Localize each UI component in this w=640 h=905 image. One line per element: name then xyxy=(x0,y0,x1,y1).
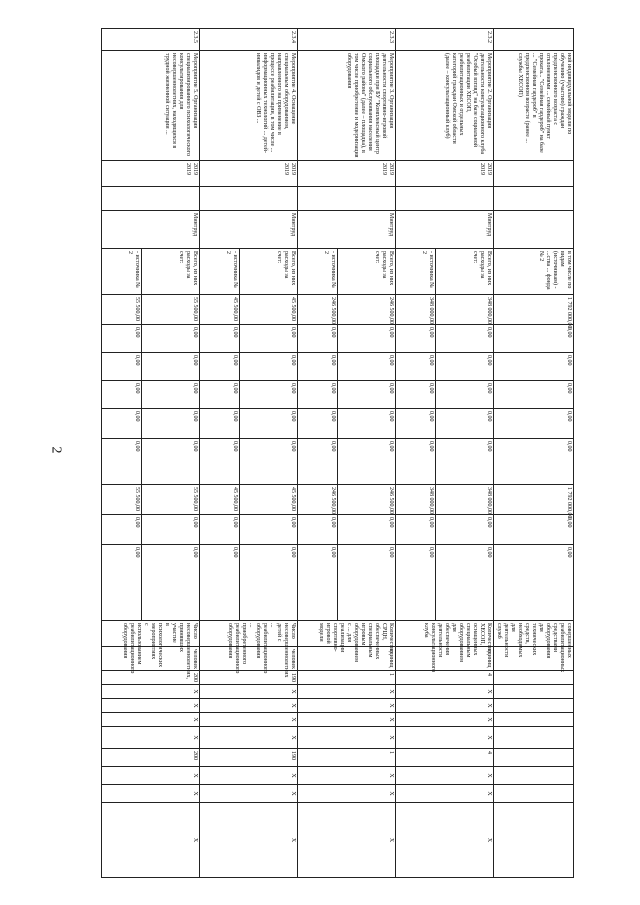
x-mark-cell: X xyxy=(396,785,494,803)
description-cell: Мероприятие 5. Организация специализированного психологического консультирования для несовершеннолетних, находящихся в трудной жизненной ситуации ... xyxy=(102,51,200,161)
x-mark-cell: X xyxy=(102,785,200,803)
amount-cell: 55 500,00 xyxy=(142,485,200,515)
source-cell: Всего, из них расходы за счет: xyxy=(142,249,200,295)
table-row xyxy=(240,29,298,878)
executor-cell: Минтруд xyxy=(396,211,494,249)
amount-cell: 0,00 xyxy=(240,325,298,353)
x-mark-cell: X xyxy=(102,767,200,785)
source-cell: - источника № 2 xyxy=(102,249,142,295)
empty-cell xyxy=(494,749,574,767)
years-cell: 2019 2019 xyxy=(298,161,396,187)
amount-cell: 55 500,00 xyxy=(102,295,142,325)
amount-cell: 0,00 xyxy=(200,515,240,545)
amount-cell: 0,00 xyxy=(102,353,142,381)
amount-cell: 0,00 xyxy=(338,381,396,409)
amount-cell: 55 500,00 xyxy=(102,485,142,515)
source-cell: - источника № 2 xyxy=(298,249,338,295)
amount-cell: 0,00 xyxy=(436,325,494,353)
x-mark-cell: X xyxy=(396,685,494,699)
table-row xyxy=(338,29,396,878)
amount-cell: 0,00 xyxy=(142,439,200,485)
x-mark-cell: X xyxy=(298,699,396,713)
amount-cell: 0,00 xyxy=(298,515,338,545)
amount-cell: 0,00 xyxy=(396,515,436,545)
value-cell: 4 xyxy=(396,749,494,767)
unit-cell: единиц xyxy=(298,647,396,671)
amount-cell: 246 500,00 xyxy=(298,485,338,515)
x-mark-cell: X xyxy=(200,785,298,803)
years-cell xyxy=(396,187,494,211)
years-cell xyxy=(298,187,396,211)
description-cell: Мероприятие 4. Оснащение специальным оборудованием, направленного на применение в процессе реабилитации, в том числе ... информационных технологий ... детей-инвалидов и детей с ОВЗ ... xyxy=(200,51,298,161)
amount-cell: 246 500,00 xyxy=(298,295,338,325)
indicator-cell: совершенных реабилитационных средствами оборудования для технических средств, необходимых для деятельности служб xyxy=(494,621,574,647)
amount-cell: 0,00 xyxy=(436,409,494,439)
num-cell: 2.3.3 xyxy=(298,29,396,51)
amount-cell: 45 500,00 xyxy=(200,295,240,325)
source-cell: Всего, из них расходы за счет: xyxy=(240,249,298,295)
x-mark-cell: X xyxy=(102,803,200,878)
amount-cell: 348 000,00 xyxy=(396,485,436,515)
value-cell: 200 xyxy=(102,749,200,767)
empty-cell xyxy=(494,727,574,749)
amount-cell: 0,00 xyxy=(396,545,436,621)
amount-cell: 0,00 xyxy=(396,381,436,409)
amount-cell: 0,00 xyxy=(436,381,494,409)
value-cell: 1 xyxy=(298,749,396,767)
source-cell: Всего, из них расходы за счет: xyxy=(338,249,396,295)
amount-cell: 1 792 000,00 xyxy=(494,295,574,325)
num-cell xyxy=(494,29,574,51)
amount-cell: 348 000,00 xyxy=(436,485,494,515)
x-mark-cell: X xyxy=(200,767,298,785)
empty-cell xyxy=(494,785,574,803)
amount-cell: 0,00 xyxy=(142,353,200,381)
x-mark-cell: X xyxy=(200,685,298,699)
amount-cell: 45 500,00 xyxy=(200,485,240,515)
amount-cell: 1 792 000,00 xyxy=(494,485,574,515)
years-cell xyxy=(200,187,298,211)
amount-cell: 0,00 xyxy=(298,325,338,353)
empty-cell xyxy=(494,767,574,785)
amount-cell: 0,00 xyxy=(102,515,142,545)
x-mark-cell: X xyxy=(396,803,494,878)
x-mark-cell: X xyxy=(396,727,494,749)
amount-cell: 0,00 xyxy=(494,409,574,439)
amount-cell: 0,00 xyxy=(298,545,338,621)
amount-cell: 0,00 xyxy=(494,545,574,621)
executor-cell xyxy=(494,211,574,249)
unit-cell: единиц xyxy=(396,647,494,671)
amount-cell: 0,00 xyxy=(142,381,200,409)
amount-cell: 0,00 xyxy=(396,409,436,439)
table-row xyxy=(436,29,494,878)
empty-cell xyxy=(494,671,574,685)
amount-cell: 0,00 xyxy=(298,381,338,409)
unit-cell: человек xyxy=(200,647,298,671)
x-mark-cell: X xyxy=(396,767,494,785)
years-cell: 2019 2019 xyxy=(200,161,298,187)
amount-cell: 0,00 xyxy=(102,545,142,621)
empty-cell xyxy=(494,803,574,878)
value-cell: 4 xyxy=(396,671,494,685)
amount-cell: 0,00 xyxy=(240,381,298,409)
years-cell: 2019 2019 xyxy=(396,161,494,187)
amount-cell: 348 000,00 xyxy=(436,295,494,325)
x-mark-cell: X xyxy=(200,727,298,749)
num-cell: 2.3.2 xyxy=(396,29,494,51)
amount-cell: 0,00 xyxy=(396,439,436,485)
x-mark-cell: X xyxy=(200,699,298,713)
amount-cell: 0,00 xyxy=(298,409,338,439)
amount-cell: 0,00 xyxy=(298,439,338,485)
table-row xyxy=(494,29,574,878)
amount-cell: 0,00 xyxy=(142,545,200,621)
indicator-cell: Количество ХЕСОП, оснащенных специальным оборудованием для обеспечения деятельности консультационного клуба xyxy=(396,621,494,647)
years-cell: 2019 2019 xyxy=(102,161,200,187)
amount-cell: 0,00 xyxy=(240,439,298,485)
table-row xyxy=(142,29,200,878)
amount-cell: 55 500,00 xyxy=(142,295,200,325)
x-mark-cell: X xyxy=(102,699,200,713)
amount-cell: 0,00 xyxy=(240,353,298,381)
amount-cell: 0,00 xyxy=(240,409,298,439)
amount-cell: 0,00 xyxy=(436,545,494,621)
x-mark-cell: X xyxy=(298,785,396,803)
page-number: 2 xyxy=(48,446,64,454)
executor-cell: Минтруд xyxy=(298,211,396,249)
amount-cell: 0,00 xyxy=(436,515,494,545)
empty-cell xyxy=(494,713,574,727)
amount-cell: 0,00 xyxy=(200,439,240,485)
amount-cell: 0,00 xyxy=(338,439,396,485)
x-mark-cell: X xyxy=(396,699,494,713)
amount-cell: 0,00 xyxy=(338,515,396,545)
amount-cell: 0,00 xyxy=(200,353,240,381)
description-cell: ной индивидуальной модели по обучению (участию) граждан предпенсионного возраста с отклонениями ... семейный пункт проката... "Семейная гардероб" на базе ... "Семейная гардероб" в предпенсионном возрасте (ранее ... службы ХЕСОП) xyxy=(494,51,574,161)
amount-cell: 0,00 xyxy=(200,409,240,439)
amount-cell: 0,00 xyxy=(436,439,494,485)
amount-cell: 0,00 xyxy=(200,325,240,353)
indicator-cell: Число несовершеннолетних детей с ... реабилитационного оборудования ... приобретенного реабилитационного оборудования xyxy=(200,621,298,647)
x-mark-cell: X xyxy=(298,685,396,699)
amount-cell: 0,00 xyxy=(142,409,200,439)
x-mark-cell: X xyxy=(298,803,396,878)
amount-cell: 0,00 xyxy=(494,439,574,485)
x-mark-cell: X xyxy=(298,713,396,727)
amount-cell: 0,00 xyxy=(102,325,142,353)
program-table xyxy=(101,28,574,878)
x-mark-cell: X xyxy=(102,727,200,749)
executor-cell: Минтруд xyxy=(200,211,298,249)
amount-cell: 0,00 xyxy=(298,353,338,381)
amount-cell: 0,00 xyxy=(200,381,240,409)
amount-cell: 0,00 xyxy=(396,353,436,381)
amount-cell: 0,00 xyxy=(102,439,142,485)
years-cell xyxy=(494,161,574,187)
unit-cell: человек xyxy=(102,647,200,671)
amount-cell: 0,00 xyxy=(494,515,574,545)
source-cell: Всего, из них расходы за счет: xyxy=(436,249,494,295)
amount-cell: 246 500,00 xyxy=(338,485,396,515)
amount-cell: 0,00 xyxy=(338,409,396,439)
amount-cell: 45 500,00 xyxy=(240,485,298,515)
amount-cell: 348 000,00 xyxy=(396,295,436,325)
x-mark-cell: X xyxy=(102,685,200,699)
amount-cell: 0,00 xyxy=(240,545,298,621)
value-cell: 190 xyxy=(200,671,298,685)
x-mark-cell: X xyxy=(298,727,396,749)
executor-cell: Минтруд xyxy=(102,211,200,249)
years-cell xyxy=(102,187,200,211)
amount-cell: 246 500,00 xyxy=(338,295,396,325)
amount-cell: 0,00 xyxy=(436,353,494,381)
description-cell: Мероприятие 3. Организация деятельности спортивно-игровой площадки при БУ "Комплексный центр социального обслуживания населения Омского района" (далее – площадка), в том числе приобретение и модернизация оборудования xyxy=(298,51,396,161)
value-cell: 190 xyxy=(200,749,298,767)
amount-cell: 0,00 xyxy=(200,545,240,621)
description-cell: Мероприятие 2. Организация деятельности консультационного клуба "Особый взгляд" на базе социальной реабилитации ХЕСОП, реабилитационных и отдельных категорий граждан Омской области (далее – консультационный клуб) xyxy=(396,51,494,161)
amount-cell: 0,00 xyxy=(240,515,298,545)
x-mark-cell: X xyxy=(102,713,200,727)
amount-cell: 0,00 xyxy=(102,409,142,439)
amount-cell: 0,00 xyxy=(102,381,142,409)
x-mark-cell: X xyxy=(200,803,298,878)
x-mark-cell: X xyxy=(396,713,494,727)
amount-cell: 0,00 xyxy=(494,381,574,409)
amount-cell: 0,00 xyxy=(338,545,396,621)
amount-cell: 45 500,00 xyxy=(240,295,298,325)
source-cell: - источника № 2 xyxy=(396,249,436,295)
value-cell: 200 xyxy=(102,671,200,685)
x-mark-cell: X xyxy=(298,767,396,785)
empty-cell xyxy=(494,699,574,713)
amount-cell: 0,00 xyxy=(338,325,396,353)
years-cell xyxy=(494,187,574,211)
amount-cell: 0,00 xyxy=(338,353,396,381)
x-mark-cell: X xyxy=(200,713,298,727)
amount-cell: 0,00 xyxy=(142,515,200,545)
num-cell: 2.3.5 xyxy=(102,29,200,51)
indicator-cell: Количество СРЦН, обеспеченных специальным игровым оборудованием с ... для реализации спортивно-игровой модели xyxy=(298,621,396,647)
amount-cell: 0,00 xyxy=(396,325,436,353)
source-cell: - источника № 2 xyxy=(200,249,240,295)
value-cell: 1 xyxy=(298,671,396,685)
empty-cell xyxy=(494,685,574,699)
indicator-cell: Число несовершеннолетних, принявших участие в психологических мероприятиях с использованием реабилитационного оборудования xyxy=(102,621,200,647)
num-cell: 2.3.4 xyxy=(200,29,298,51)
amount-cell: 0,00 xyxy=(494,353,574,381)
amount-cell: 0,00 xyxy=(494,325,574,353)
source-cell: в том числе по видам (источникам) - ...ства ... фонда № 2 xyxy=(494,249,574,295)
amount-cell: 0,00 xyxy=(142,325,200,353)
